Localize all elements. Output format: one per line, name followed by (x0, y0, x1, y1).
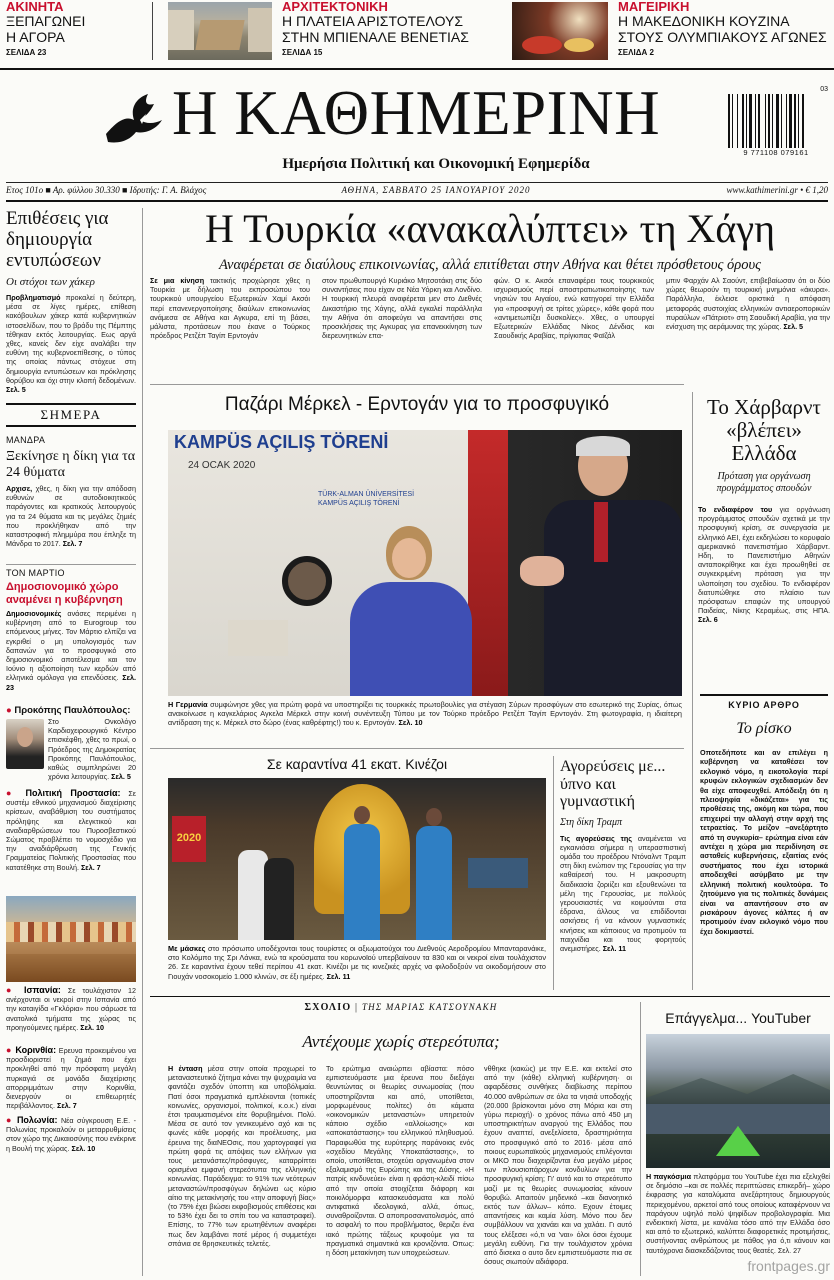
story-title: Ξεκίνησε η δίκη για τα 24 θύματα (6, 449, 136, 480)
youtuber-photo (646, 1034, 830, 1168)
teaser-page: ΣΕΛΙΔΑ 23 (6, 48, 47, 57)
brief-page: Σελ. 7 (80, 862, 101, 872)
column-divider (553, 756, 554, 990)
trump-text: αναμένεται να εγκαινιάσει σήμερα η υπερασπιστική ομάδα του προέδρου Ντόναλντ Τραμπ στη δίκη ενώπιον της Γερουσίας για την καθαίρεσή του. Η μακροσυρτη διαδικασία ζοριίζει και εξουθενώνει τα μέλη της Γερουσίας, με πολλούς γερουσιαστές να κοιμούνται στα έδρανα, άλλους να επιδίδονται ασκήσεις ή να κάνουν γυμναστικές κινήσεις και κάποιους να προτιμούν τα παιχνίδια και τους φορητούς ανεμιστήρες. (560, 833, 686, 953)
harvard-page: Σελ. 6 (698, 615, 718, 625)
brief-body (48, 717, 136, 787)
main-text: στον πρωθυπουργό Κυριάκο Μητσοτάκη στις δύο συναντήσεις που είχαν σε Νέα Υόρκη και Λονδίνο. Η τουρκική πλευρά αναφέρεται μεν στο Διεθνές Δικαστήριο της Χάγης, αλλά εγκαλεί παράλληλα την Αθήνα ότι αποφεύγει να απαντήσει στις προσκλήσεις της Αγκυρας για επανεκκίνηση των διερευνητικών επα- (322, 276, 482, 341)
youtuber-text: πλατφόρμα του YouTube έχει πια εξελιχθεί σε δημόσιο –και σε πολλές περιπτώσεις επικερδή– χώρο έκφρασης για καταλύματα ανεξάρτητους δημιουργούς περιεχομένου, αρκετοί από τους οποίους καταφέρνουν να παράγουν υψηλό πολύ ψηφίδων προβολογραφία. Μια ενδεικτική λίστα, με κανάλια τόσο από την Ελλάδα όσο και από το εξωτερικό, καλύπτει διαφορετικές προτιμήσεις, συστήνοντας ανθρώπους με πάθος για ό,τι κάνουν και ταυτόχρονα διασκεδάζοντας τους θεατές. Σελ. 27 (646, 1172, 830, 1255)
story-body (6, 609, 136, 701)
barcode-bar (789, 94, 792, 148)
erdogan-figure (534, 436, 682, 696)
harvard-subtitle: Πρόταση για οργάνωση προγράμματος σπουδών (716, 471, 812, 494)
barcode-bar (732, 94, 733, 148)
barcode-bar (728, 94, 730, 148)
rule (150, 996, 830, 997)
trump-title: Αγορεύσεις με... ύπνο και γυμναστική (560, 758, 666, 810)
rule (150, 384, 684, 385)
bird-logo-icon (100, 90, 166, 148)
comment-col-3 (484, 1064, 632, 1276)
brief-title: Κορινθία: (15, 1046, 57, 1055)
caption-kicker: Η Γερμανία (168, 700, 208, 709)
harvard-title: Το Χάρβαρντ «βλέπει» Ελλάδα (707, 396, 821, 465)
rule (6, 182, 828, 183)
caption-text: συμφώνησε χθες για πρώτη φορά να υποστηρίξει τις τουρκικές πρωτοβουλίες για στέγαση Σύρων προσφύγων στο εσωτερικό της Συρίας, όπως ανακοίνωσε η καγκελάριος Αγκελα Μέρκελ στην κοινή συνέντευξη Τύπου με τον Τούρκο πρόεδρο Ρετζέπ Ταγίπ Ερντογάν. Στη φωτογραφία, η ιδιαίτερη αντίδραση της κ. Μέρκελ στο δώρο (ένας καθρέφτης!) του κ. Ερντογάν. (168, 700, 682, 728)
today-header: ΣΗΜΕΡΑ (6, 403, 136, 427)
teaser-photo-cooking (512, 2, 608, 60)
brief-body: ● Πολωνία: Νέα σύγκρουση Ε.Ε. - Πολωνίας προκαλούν οι μεταρρυθμίσεις στον χώρο της Δικαιοσύνης που ενέκρινε η Βουλή της χώρας. Σελ. 10 (6, 1116, 136, 1153)
barcode-bar (776, 94, 779, 148)
teaser-title: Η ΠΛΑΤΕΙΑ ΑΡΙΣΤΟΤΕΛΟΥΣ ΣΤΗΝ ΜΠΙΕΝΑΛΕ ΒΕΝΕΤΙΑΣ (282, 13, 469, 45)
story-kicker: Δημοσιονομικές (6, 609, 62, 618)
spain-photo (6, 896, 136, 982)
barcode-bar (768, 94, 770, 148)
barcode-bar (742, 94, 744, 148)
teaser-page: ΣΕΛΙΔΑ 2 (618, 48, 654, 57)
comment-col-2 (326, 1064, 474, 1276)
banner-date: 24 OCAK 2020 (188, 460, 256, 471)
main-text: τακτικής προχώρησε χθες η Τουρκία με δήλωση του εκπροσώπου του τουρκικού υπουργείου Εξωτερικών Χαμί Ακσόι περί επανενεργοποίησης διαύλων επικοινωνίας ανάμεσα σε Αθήνα και Αγκυρα, επί τη βάσει, μάλιστα, προτάσεων που έκανε ο Τούρκος πρόεδρος Ρετζέπ Ταγίπ Ερντογάν (150, 276, 310, 341)
main-col-4 (666, 276, 830, 376)
brief-text: Ερευνα προκειμένου να προσδιοριστεί η ζημιά που έχει προκληθεί από την πρόσφατη μεγάλη πυρκαγιά σε μονάδα διαχείρισης απορριμμάτων στην Κορινθία, διενεργούν οι επιθεωρητές περιβάλλοντος. (6, 1046, 136, 1111)
main-headline: Η Τουρκία «ανακαλύπτει» τη Χάγη (205, 206, 775, 251)
airport-photo (168, 778, 546, 940)
caption-page: Σελ. 11 (326, 971, 351, 981)
brief-body: ● Ισπανία: Σε τουλάχιστον 12 ανέρχονται οι νεκροί στην Ισπανία από την καταιγίδα «Γκλόρια» που σάρωσε τα ανατολικά τμήματα της χώρας τις προηγούμενες ημέρες. Σελ. 10 (6, 986, 136, 1032)
rule (0, 68, 834, 70)
brief-title: Πολιτική Προστασία: (25, 789, 121, 798)
teaser-architecture[interactable] (282, 0, 482, 57)
barcode-bar (798, 94, 799, 148)
story-text: ανάσες περιμένει η κυβέρνηση από το Eurogroup του επόμενους μήνες. Τον Μάρτιο ελπίζει να εγκριθεί ο μη υπολογισμός των δαπανών για το προσφυγικό στο δημοσιονομικό αποτέλεσμα και τον Ιούνιο η αξιοποίηση των κερδών από ελληνικά ομόλογα για επενδύσεις. (6, 609, 136, 683)
trump-subtitle: Στη δίκη Τραμπ (560, 816, 622, 828)
column-divider (142, 208, 143, 1276)
masthead (0, 72, 834, 182)
lead-story[interactable] (6, 208, 136, 395)
lead-text: προκαλεί η δεύτερη, μέσα σε λίγες ημέρες, επίθεση κακόβουλων χάκερ κατά κυβερνητικών ιστοσελίδων, που το βράδυ της Πέμπτης τέθηκαν εκτός λειτουργίας. Εως αργά χθες, κανείς δεν είχε αναλάβει την ευθύνη της κυβερνοεπίθεσης, ο τύπος της οποίας πάντως στόχευε στη δημιουργία εντυπώσεων και πρόκλησης θορύβου και όχι στην κλοπή δεδομένων. (6, 293, 136, 385)
story-page: Σελ. 7 (62, 539, 83, 549)
teaser-kicker: ΜΑΓΕΙΡΙΚΗ (618, 0, 690, 14)
watermark: frontpages.gr (747, 1258, 830, 1274)
brief-civil-protection[interactable] (6, 789, 136, 890)
teaser-kicker: ΑΡΧΙΤΕΚΤΟΝΙΚΗ (282, 0, 388, 14)
barcode-bar (802, 94, 804, 148)
merkel-title[interactable]: Παζάρι Μέρκελ - Ερντογάν για το προσφυγικό (224, 394, 610, 415)
comment-sep: | (355, 1002, 362, 1013)
trump-page: Σελ. 11 (602, 943, 627, 953)
brief-page: Σελ. 10 (80, 1022, 104, 1032)
pavlopoulos-photo (6, 719, 44, 769)
harvard-kicker: Το ενδιαφέρον του (698, 505, 773, 514)
comment-text: Το ερώτημα αναιώρπει αβίαστα: πόσο εμπιστευόμαστε μια έρευνα που διεξάγει θευντώντας οι θεωρίες συνωμοσίας (που υποστηρίζονται και από, υποτίθεται, μορφωμένους πολίτες) ότι κάματα «οικονομικών μεταναστών» υπηρετούν κάποιο σχέδιο «αλλοίωσης» και «αποκατάστασης» του ελληνικού πληθυσμού. Παραφωθύα της ευρύτερης παράνοιας ενός «σχεδίου Μεγάλης Υποκατάστασης», το οποίο, υποτίθεται, στοχεύει οργανωμένα στον εξαλαμισμό της Ευρώπης και της Δύσης. «Η πατρίς κινδυνεύει» είναι η φράση-κλειδί πίσω από την οποία στοιχίζεται διάφορη και ποικιλόμορφα κατασκευάσματα και πολύ αντιφατικά ιδεολογικά, αλλά, όπως, συναθροίζονται. Ο αποπροσανατολισμός, από το ασφαλή το που προβλήματος, θεριζει ένα ιακό πρώτης τάξεως κρυφούμε για τα πραγματικά σημαντικά και κρονιζόντα. Οπως: η δόση μετακίνηση των υποχρεώσεων. (326, 1064, 474, 1258)
comment-col-1 (168, 1064, 316, 1276)
barcode-bar (772, 94, 773, 148)
lead-page: Σελ. 5 (6, 385, 26, 395)
editorial-label: ΚΥΡΙΟ ΑΡΘΡΟ (728, 700, 800, 710)
lead-body (6, 293, 136, 395)
main-col-3 (494, 276, 654, 376)
story-text: χθες, η δίκη για την απόδοση ευθυνών σε αυτοδιοικητικούς παράγοντες και κρατικούς λειτουργούς για τα 24 θύματα και τις μεγάλες ζημιές που προκλήθηκαν από την καταστροφική πλημμύρα που έπληξε τη Μάνδρα το 2017. (6, 484, 136, 549)
merkel-erdogan-photo (168, 430, 682, 696)
teaser-title: ΞΕΠΑΓΩΝΕΙ Η ΑΓΟΡΑ (6, 13, 86, 45)
brief-page: Σελ. 7 (57, 1101, 77, 1111)
story-march[interactable] (6, 564, 136, 701)
banner-2020: 2020 (172, 816, 206, 862)
column-divider (692, 392, 693, 990)
caption-kicker: Με μάσκες (168, 944, 206, 953)
section-label: ΤΟΝ ΜΑΡΤΙΟ (6, 568, 65, 578)
main-kicker: Σε μια κίνηση (150, 276, 205, 285)
youtuber-title[interactable]: Επάγγελμα... YouTuber (665, 1010, 811, 1026)
barcode-bar (737, 94, 738, 148)
merkel-figure (336, 526, 486, 696)
caption-text: στο πρόσωπο υποδέχονται τους τουρίστες οι αξιωματούχοι του Διεθνούς Αεροδρομίου Μπανταρανάικε, στο Κολόμπο της Σρι Λάνκα, ενώ τα κρούσματα του κορωνοϊού υπερβαίνουν τα 830 και οι νεκροί είναι τουλάχιστον 26. Σε καραντίνα έχουν τεθεί περίπου 41 εκατ. Κινέζοι με τις κινεζικές αρχές να φιλοδοξούν να οικοδομήσουν στο Γιουχάν νοσοκομείο 1.000 κλινών, σε έξι ημέρες. (168, 944, 546, 981)
lead-title: Επιθέσεις για δημιουργία εντυπώσεων (6, 208, 109, 271)
barcode-issue: 03 (820, 86, 828, 93)
rule (150, 748, 684, 749)
teaser-real-estate[interactable] (6, 0, 126, 57)
brief-title: Ισπανία: (23, 986, 61, 995)
main-page: Σελ. 5 (783, 322, 804, 332)
comment-header (168, 1002, 634, 1013)
brief-title-text: Προκόπης Παυλόπουλος: (14, 705, 131, 716)
main-deck: Αναφέρεται σε διαύλους επικοινωνίας, αλλά επιτίθεται στην Αθήνα και θέτει πρόσθετους όρους (218, 257, 762, 273)
teaser-cooking[interactable] (618, 0, 834, 57)
comment-label: ΣΧΟΛΙΟ (304, 1002, 352, 1013)
brief-body: ● Πολιτική Προστασία: Σε συστέμ εθνικού μηχανισμού διαχείρισης κρίσεων, αναβάθμιση του συστήματος πρόληψης και ελεγκτικού και αναδιαρθρώσεων του Πυροσβεστικού Σώματος προβλέπει το νομοσχέδιο για την αναδιάρθρωση της Γενικής Γραμματείας Πολιτικής Προστασίας που κατατέθηκε στη Βουλή. Σελ. 7 (6, 789, 136, 872)
harvard-text: για οργάνωση προγράμματος σπουδών σχετικά με την προσφυγική κρίση, σε συνεργασία με ελληνικό ΑΕΙ, έχει εκδηλώσει το κορυφαίο αμερικανικό πανεπιστήμιο Χάρβαρντ. Ηδη, το Πανεπιστήμιο Αθηνών ανταποκρίθηκε και έχει προωθηθεί σε συγκεκριμένη πρόταση για την υλοποίηση του σχεδίου. Το ενδιαφέρον διατυπώθηκε στο πλαίσιο των πρόσφατων επαφών της υπουργού Παιδείας, Νίκης Κεραμέως, στις ΗΠΑ. (698, 505, 830, 616)
trump-body (560, 834, 686, 954)
barcode-bar (746, 94, 747, 148)
editorial-body: Οποτεδήποτε και αν επιλέγει η κυβέρνηση να καταθέσει τον εκλογικό νόμο, η εικοτολογία περί κρυφών εκλογικών σχεδιασμών δεν θα είχε αποφευχθεί. Απόδειξη ότι η πλειοψηφία «δικάζεται» για τις προθέσεις της, ακόμη και τώρα, που επιχειρεί την αλλαγή στην αρχή της τετραετίας. Το μείζον –ανεξάρτητο από τη συγκυρία– ερώτημα είναι εάν αντέχει η χώρα μια περιδίνηση σε ασταθείς κυβερνήσεις, εξαιτίας ενός συστήματος που έχει ιστορικά αποδειχθεί ασύμβατο με την ελληνική πολιτική κουλτούρα. Το ζητούμενο για τις πολιτικές δυνάμεις είναι να απαντήσουν στο αν ρισκάρουν άγονες κάλπες ή αν προτιμούν έναν εκλογικό νόμο που έχει δοκιμαστεί. (700, 748, 828, 936)
barcode-bars (728, 94, 824, 148)
barcode (724, 86, 828, 162)
column-divider (640, 1002, 641, 1276)
comment-title[interactable]: Αντέχουμε χωρίς στερεότυπα; (302, 1032, 500, 1051)
editorial-title: Το ρίσκο (736, 720, 792, 737)
rule (6, 200, 828, 202)
main-story[interactable] (150, 206, 830, 378)
brief-poland[interactable] (6, 1116, 136, 1164)
brief-title: Πολωνία: (16, 1116, 58, 1125)
corona-title[interactable]: Σε καραντίνα 41 εκατ. Κινέζοι (266, 756, 448, 772)
story-body (6, 484, 136, 558)
main-col-1 (150, 276, 310, 376)
merkel-caption (168, 700, 682, 740)
harvard-story[interactable] (698, 396, 830, 678)
dateline (6, 184, 828, 198)
brief-title: ● Προκόπης Παυλόπουλος: (6, 705, 131, 716)
banner-title: KAMPÜS AÇILIŞ TÖRENİ (174, 432, 389, 452)
teaser-page: ΣΕΛΙΔΑ 15 (282, 48, 323, 57)
teaser-title: Η ΜΑΚΕΔΟΝΙΚΗ ΚΟΥΖΙΝΑ ΣΤΟΥΣ ΟΛΥΜΠΙΑΚΟΥΣ ΑΓΩΝΕΣ (618, 13, 827, 45)
divider (152, 2, 153, 60)
dateline-left: Ετος 101ο ■ Αρ. φύλλου 30.330 ■ Ιδρυτής: Γ. Α. Βλάχος (6, 185, 207, 195)
main-text: φών. Ο κ. Ακσόι επαναφέρει τους τουρκικούς ισχυρισμούς περί αποστρατιωτικοποίησης των νησιών του Αιγαίου, ενώ κατηγορεί την Ελλάδα για «προσφυγή σε τρίτες χώρες», κάθε φορά που «αντιμετωπίζει δυσκολίες». Χθες, ο υπουργεί Εξωτερικών Ελλάδας Νίκος Δένδιας και Σαουδικής Αραβίας, πρίγκιπας Φαϊζάλ (494, 276, 654, 341)
story-page: Σελ. 23 (6, 673, 136, 692)
barcode-bar (758, 94, 760, 148)
teaser-kicker: ΑΚΙΝΗΤΑ (6, 0, 64, 14)
corona-caption (168, 944, 546, 992)
comment-kicker: Η ένταση (168, 1064, 203, 1073)
comment-text: νθθηκε (κακώς) με την Ε.Ε. και εκτελεί στο από την (κάθε) ελληνική κυβέρνηση· οι αφαρδέσεις συνθήκες διαβίωσης περίπου 40.000 ανθρώπων σε όλα τα νησιά υποδοχής (20.000 βρίσκονται μόνο στη Μόρια και στη γύρω περιοχή)· ο χρόνος πάνω από 450 μη υποστηρικτήτων αναργού της Ελλάδος που έχουν αναπτεί, ανεξελίσετα, δραστηριότητα στο προσφυγικό από το 2016· μέσα από ποιους ευρωπαϊκούς μηχανισμούς επιλέγονται οι ΜΚΟ που διαχειρίζονται ένα μεγάλο μέρος των πλουσιοπάροχων κονδυλίων για την προσφυγική κρίση; Γι' αυτό και το στερεότυπο μαζί με τις θεωρίες συνωμοσίας κάνουν θορυβώ. Απαιτούν μηδενικό –και διανοητικό εκτός των άλλων– κόπο. Εχουν έτοιμες απαντήσεις και καμία λύση. Μόνο που δεν συμβάλλουν να χιανάει και να χαλάει. Γι αυτό τους ελέξεσει «ό,τι να 'ναι» όλοι όσοι έχουμε μεγάλη ευθύνη. Για την τουλάχιστον χρόνια από δισεκα ο αυτο δεν εμπιστευόμαστε πια σε όσους σιωπούν αδιάφορα. (484, 1064, 632, 1267)
barcode-bar (781, 94, 782, 148)
barcode-bar (765, 94, 766, 148)
barcode-bar (794, 94, 796, 148)
brief-pavlopoulos[interactable] (6, 705, 136, 787)
main-text: μπιν Φαρχάν Αλ Σαούντ, επιβεβαίωσαν ότι οι δύο χώρες θεωρούν τη τουρκική μνημόνια «άκυρα». Παράλληλα, έκλεισε οριστικά η απόφαση μεταφοράς συστοιχίας ελληνικών αντιαεροπορικών πυραύλων «Πάτριοτ» στη Σαουδική Αραβία, για την ενίσχυση της αεράμυνας της χώρας. (666, 276, 830, 332)
teaser-strip (0, 0, 834, 64)
lead-subtitle: Οι στόχοι των χάκερ (6, 276, 95, 288)
banner-subtitle: TÜRK-ALMAN ÜNİVERSİTESİ KAMPÜS AÇILIŞ TÖRENİ (318, 491, 415, 507)
newspaper-subtitle: Ημερήσια Πολιτική και Οικονομική Εφημερίδα (282, 156, 590, 172)
brief-corinth[interactable] (6, 1046, 136, 1112)
left-column (6, 208, 136, 1276)
barcode-number: 9 771108 079161 (743, 148, 809, 157)
story-title: Δημοσιονομικό χώρο αναμένει η κυβέρνηση (6, 581, 123, 606)
barcode-bar (755, 94, 756, 148)
story-mandra[interactable] (6, 435, 136, 558)
youtuber-kicker: Η παγκόσμια (646, 1172, 692, 1181)
trump-kicker: Τις αγορεύσεις της (560, 833, 632, 843)
brief-page: Σελ. 5 (111, 772, 131, 782)
story-kicker: Αρχισε, (6, 484, 33, 493)
teaser-photo-square (168, 2, 272, 60)
trump-story[interactable] (560, 758, 686, 990)
main-col-2 (322, 276, 482, 376)
barcode-bar (749, 94, 752, 148)
harvard-body (698, 505, 830, 625)
brief-text: Σε τουλάχιστον 12 ανέρχονται οι νεκροί στην Ισπανία από την καταιγίδα «Γκλόρια» που σάρωσε τα ανατολικά τμήματα της χώρας τις προηγούμενες ημέρες. (6, 986, 136, 1032)
brief-page: Σελ. 10 (71, 1143, 96, 1153)
dateline-right[interactable]: www.kathimerini.gr • € 1,20 (726, 185, 828, 195)
comment-text: μέσα στην οποία προχωρεί το μεταναστευτικό ζήτημα κάνει την ψυχραιμία να φαντάζει σχεδόν ύποπτη και υποβόλιμαία. Πατί όσοι πραγματικά εμπλέκονται (τοπικές κοινωνίες, οργανισμοί, πολιτικοί, κ.ο.κ.) είναι έτσι τραυματισμένοι είτε θορυβημένοι. Πολύ. Μέσα σε αυτό τον γενικευμένο αχό και τις φωνές κάθε μορφής και προέλευσης, μια έρευνα της διαΝΕΟσις, που χαρτογραφεί για πρώτη φορά τις απόψεις των ελλήνων για τους μετανάστες/πρόσφυγες, καταρρίπτει ορισμένα εμφανή στερεότυπα της ελληνικής κοινωνίας. Παράδειγμα: το 91% των νεότερων μεταναστών/προσφύγων δηλώνει ως κύριο αίτιο της μετακίνησής του «την αποφυγή βίας» (το 75% έχει βιώσει εκφοβισμούς επιθέσεις και το 53% έχει δει το σπίτι του να καταστραφεί). Επίσης, το 77% των ερωτηθέντων αναφέρει πως δεν λαμβάνει ποτέ μέρος ή συμμετέχει σπάνια σε θρησκευτικές τελετές. (168, 1064, 316, 1248)
editorial-box[interactable] (700, 694, 828, 984)
section-label: ΜΑΝΔΡΑ (6, 435, 46, 445)
brief-spain[interactable] (6, 986, 136, 1042)
brief-body: ● Κορινθία: Ερευνα προκειμένου να προσδιοριστεί η ζημιά που έχει προκληθεί από την πρόσφατη μεγάλη πυρκαγιά σε μονάδα διαχείρισης απορριμμάτων στην Κορινθία, διενεργούν οι επιθεωρητές περιβάλλοντος. Σελ. 7 (6, 1046, 136, 1111)
lead-kicker: Προβληματισμό (6, 293, 61, 302)
dateline-date: ΑΘΗΝΑ, ΣΑΒΒΑΤΟ 25 ΙΑΝΟΥΑΡΙΟΥ 2020 (341, 185, 531, 195)
brief-text: Στο Ονκολόγο Καρδιοχειρουργικό Κέντρο επισκέφθη, χθες το πρωί, ο Πρόεδρος της Δημοκρατίας Προκόπης Παυλόπουλος, καθώς συμπληρώνει 20 χρόνια λειτουργίας. (48, 717, 136, 782)
brief-text: Νέα σύγκρουση Ε.Ε. - Πολωνίας προκαλούν οι μεταρρυθμίσεις στον χώρο της Δικαιοσύνης που ενέκρινε η Βουλή της χώρας. (6, 1116, 136, 1153)
brief-text: Σε συστέμ εθνικού μηχανισμού διαχείρισης κρίσεων, αναβάθμιση του συστήματος πρόληψης και ελεγκτικού και αναδιαρθρώσεων του Πυροσβεστικού Σώματος προβλέπει το νομοσχέδιο για την αναδιάρθρωση της Γενικής Γραμματείας Πολιτικής Προστασίας που κατατέθηκε στη Βουλή. (6, 789, 136, 872)
caption-page: Σελ. 10 (398, 718, 423, 728)
comment-author: ΤΗΣ ΜΑΡΙΑΣ ΚΑΤΣΟΥΝΑΚΗ (361, 1002, 498, 1012)
barcode-bar (786, 94, 787, 148)
newspaper-title[interactable]: Η ΚΑΘΗΜΕΡΙΝΗ (172, 78, 661, 148)
